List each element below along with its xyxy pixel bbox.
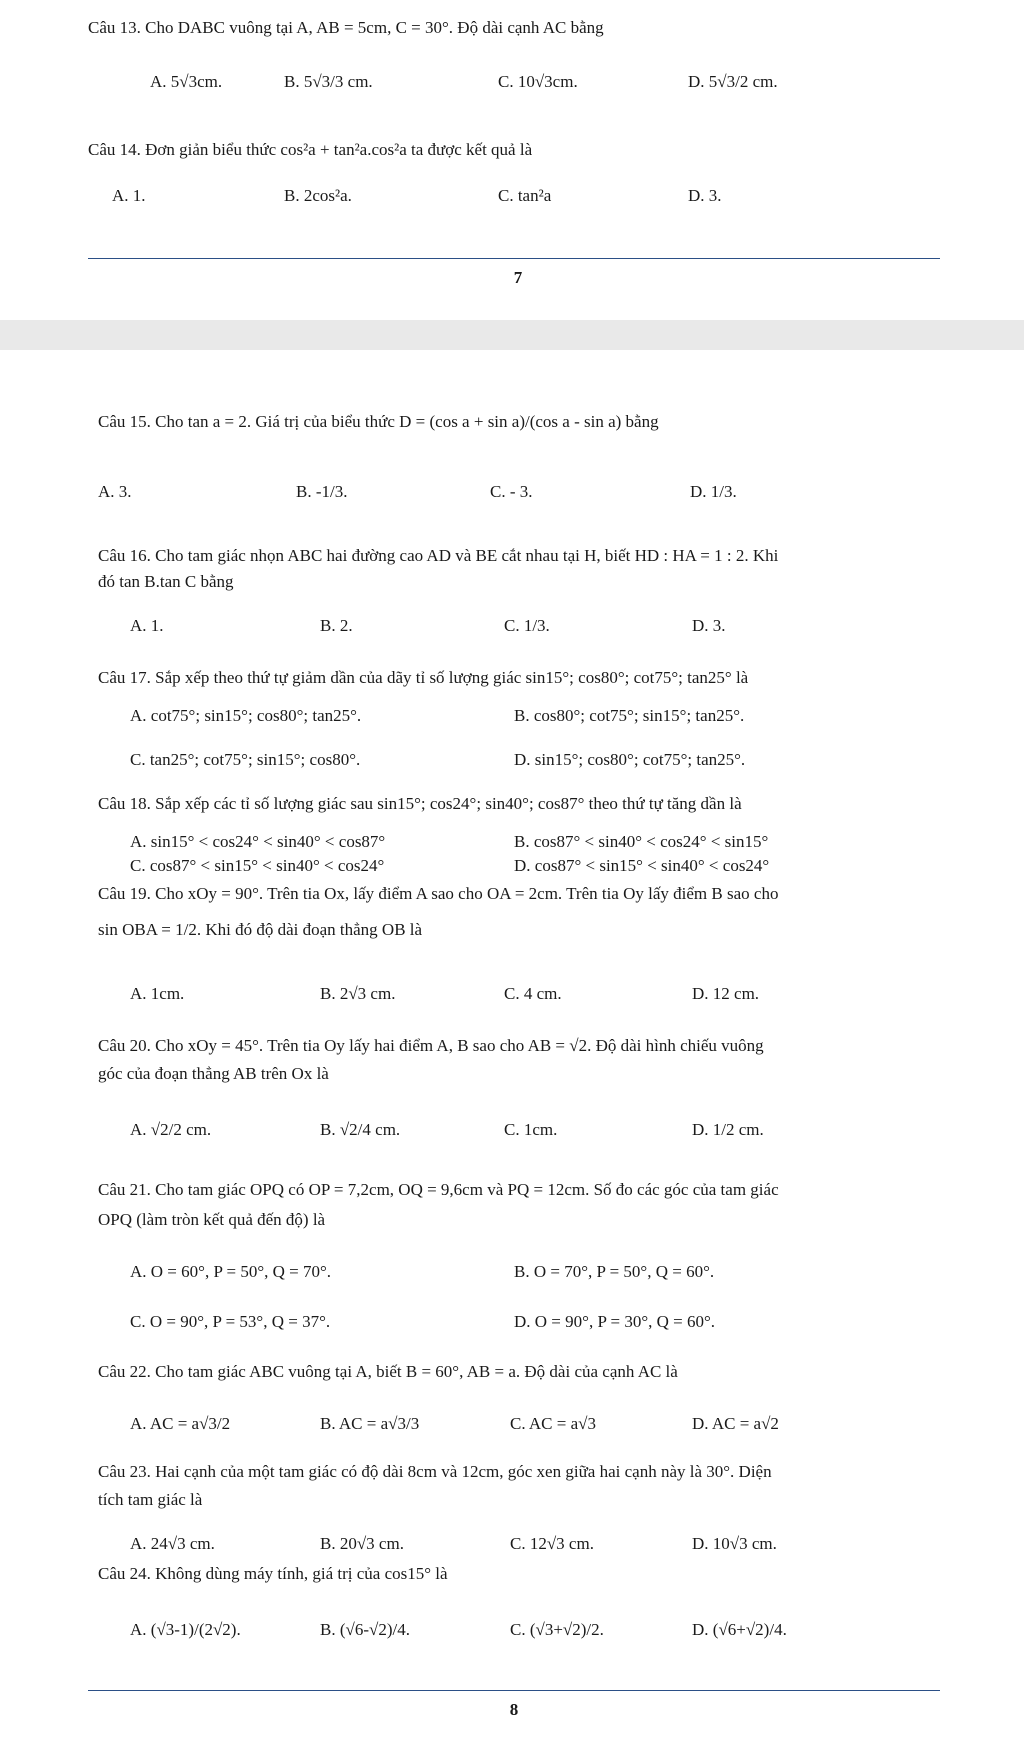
q24-option-b: B. (√6-√2)/4.	[320, 1620, 410, 1639]
q17-option-b: B. cos80°; cot75°; sin15°; tan25°.	[514, 706, 745, 725]
q16-option-a: A. 1.	[130, 616, 164, 635]
question-20: Câu 20. Cho xOy = 45°. Trên tia Oy lấy hai điểm A, B sao cho AB = √2. Độ dài hình chiếu vuông	[98, 1036, 764, 1055]
q17-option-d: D. sin15°; cos80°; cot75°; tan25°.	[514, 750, 746, 769]
q22-option-b: B. AC = a√3/3	[320, 1414, 420, 1433]
q23-option-b: B. 20√3 cm.	[320, 1534, 404, 1553]
q20-option-c: C. 1cm.	[504, 1120, 558, 1139]
q16-option-c: C. 1/3.	[504, 616, 550, 635]
q20-option-d: D. 1/2 cm.	[692, 1120, 764, 1139]
q13-option-c: C. 10√3cm.	[498, 72, 578, 91]
q18-option-a: A. sin15° < cos24° < sin40° < cos87°	[130, 832, 386, 851]
q13-option-d: D. 5√3/2 cm.	[688, 72, 778, 91]
question-15: Câu 15. Cho tan a = 2. Giá trị của biểu thức D = (cos a + sin a)/(cos a - sin a) bằng	[98, 412, 659, 431]
page-7	[0, 0, 1024, 320]
question-17: Câu 17. Sắp xếp theo thứ tự giảm dần của dãy tỉ số lượng giác sin15°; cos80°; cot75°; tan25° là	[98, 668, 749, 687]
q15-option-b: B. -1/3.	[296, 482, 348, 501]
q24-option-c: C. (√3+√2)/2.	[510, 1620, 604, 1639]
page-number: 7	[513, 268, 523, 287]
question-18: Câu 18. Sắp xếp các tỉ số lượng giác sau sin15°; cos24°; sin40°; cos87° theo thứ tự tăng dần là	[98, 794, 742, 813]
q18-option-c: C. cos87° < sin15° < sin40° < cos24°	[130, 856, 385, 875]
q13-option-b: B. 5√3/3 cm.	[284, 72, 373, 91]
q13-option-a: A. 5√3cm.	[150, 72, 223, 91]
q22-option-a: A. AC = a√3/2	[130, 1414, 231, 1433]
q14-option-c: C. tan²a	[498, 186, 552, 205]
question-14: Câu 14. Đơn giản biểu thức cos²a + tan²a.cos²a ta được kết quả là	[88, 140, 533, 159]
q16-option-d: D. 3.	[692, 616, 726, 635]
q22-option-d: D. AC = a√2	[692, 1414, 779, 1433]
question-21-line2: OPQ (làm tròn kết quả đến độ) là	[98, 1210, 326, 1229]
question-21: Câu 21. Cho tam giác OPQ có OP = 7,2cm, OQ = 9,6cm và PQ = 12cm. Số đo các góc của tam giác	[98, 1180, 779, 1199]
question-19-line2: sin OBA = 1/2. Khi đó độ dài đoạn thẳng OB là	[98, 920, 423, 939]
q15-option-a: A. 3.	[98, 482, 132, 501]
footer-rule	[88, 1690, 940, 1691]
question-16: Câu 16. Cho tam giác nhọn ABC hai đường cao AD và BE cắt nhau tại H, biết HD : HA = 1 : 2. Khi	[98, 546, 779, 565]
q23-option-d: D. 10√3 cm.	[692, 1534, 777, 1553]
q14-option-a: A. 1.	[112, 186, 146, 205]
q19-option-b: B. 2√3 cm.	[320, 984, 396, 1003]
q20-option-a: A. √2/2 cm.	[130, 1120, 212, 1139]
q21-option-c: C. O = 90°, P = 53°, Q = 37°.	[130, 1312, 331, 1331]
question-19: Câu 19. Cho xOy = 90°. Trên tia Ox, lấy điểm A sao cho OA = 2cm. Trên tia Oy lấy điểm B sao cho	[98, 884, 779, 903]
footer-rule	[88, 258, 940, 259]
q16-option-b: B. 2.	[320, 616, 353, 635]
question-24: Câu 24. Không dùng máy tính, giá trị của cos15° là	[98, 1564, 448, 1583]
q20-option-b: B. √2/4 cm.	[320, 1120, 401, 1139]
question-22: Câu 22. Cho tam giác ABC vuông tại A, biết B = 60°, AB = a. Độ dài của cạnh AC là	[98, 1362, 678, 1381]
q15-option-d: D. 1/3.	[690, 482, 737, 501]
page-number: 8	[509, 1700, 519, 1719]
q15-option-c: C. - 3.	[490, 482, 533, 501]
q23-option-a: A. 24√3 cm.	[130, 1534, 215, 1553]
q17-option-c: C. tan25°; cot75°; sin15°; cos80°.	[130, 750, 361, 769]
question-23: Câu 23. Hai cạnh của một tam giác có độ dài 8cm và 12cm, góc xen giữa hai cạnh này là 30°. Diện	[98, 1462, 772, 1481]
q24-option-d: D. (√6+√2)/4.	[692, 1620, 787, 1639]
q14-option-b: B. 2cos²a.	[284, 186, 352, 205]
question-16-line2: đó tan B.tan C bằng	[98, 572, 234, 591]
q23-option-c: C. 12√3 cm.	[510, 1534, 594, 1553]
q19-option-a: A. 1cm.	[130, 984, 185, 1003]
q18-option-b: B. cos87° < sin40° < cos24° < sin15°	[514, 832, 769, 851]
q21-option-a: A. O = 60°, P = 50°, Q = 70°.	[130, 1262, 332, 1281]
q21-option-b: B. O = 70°, P = 50°, Q = 60°.	[514, 1262, 715, 1281]
q24-option-a: A. (√3-1)/(2√2).	[130, 1620, 241, 1639]
q19-option-c: C. 4 cm.	[504, 984, 562, 1003]
page-8	[0, 350, 1024, 1738]
q21-option-d: D. O = 90°, P = 30°, Q = 60°.	[514, 1312, 716, 1331]
q22-option-c: C. AC = a√3	[510, 1414, 596, 1433]
question-23-line2: tích tam giác là	[98, 1490, 203, 1509]
question-13: Câu 13. Cho DABC vuông tại A, AB = 5cm, C = 30°. Độ dài cạnh AC bằng	[88, 18, 604, 37]
q17-option-a: A. cot75°; sin15°; cos80°; tan25°.	[130, 706, 362, 725]
q18-option-d: D. cos87° < sin15° < sin40° < cos24°	[514, 856, 770, 875]
question-20-line2: góc của đoạn thẳng AB trên Ox là	[98, 1064, 329, 1083]
q19-option-d: D. 12 cm.	[692, 984, 760, 1003]
q14-option-d: D. 3.	[688, 186, 722, 205]
